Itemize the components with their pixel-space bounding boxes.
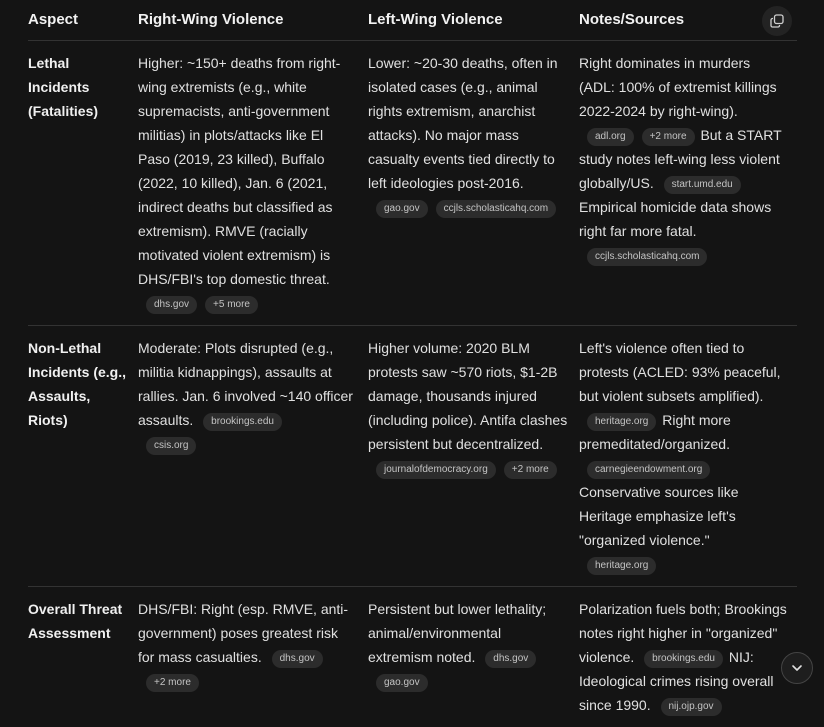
notes-text: But a START study notes left-wing less violent globally/US. (579, 127, 781, 191)
source-chip[interactable]: ccjls.scholasticahq.com (587, 248, 707, 266)
header-left-wing: Left-Wing Violence (368, 0, 579, 41)
right-wing-cell (138, 587, 368, 727)
notes-text: Right more premeditated/organized. (579, 412, 731, 452)
source-chip[interactable]: gao.gov (376, 200, 428, 218)
notes-cell (579, 41, 797, 326)
cell-text: Moderate: Plots disrupted (e.g., militia kidnappings), assaults at rallies. Jan. 6 involved ~140 officer assaults. (138, 340, 353, 428)
copy-icon (770, 14, 784, 28)
cell-text: Persistent but lower lethality; animal/environmental extremism noted. (368, 601, 546, 665)
chevron-down-icon (790, 661, 804, 675)
row-aspect-cell: Lethal Incidents (Fatalities) (28, 41, 138, 326)
source-chip[interactable]: dhs.gov (485, 650, 536, 668)
table-row (28, 326, 797, 587)
notes-text: Empirical homicide data shows right far more fatal. (579, 199, 771, 239)
more-sources-chip[interactable]: +2 more (642, 128, 695, 146)
comparison-table (28, 0, 797, 727)
source-chip[interactable]: start.umd.edu (664, 176, 741, 194)
right-wing-cell (138, 41, 368, 326)
notes-cell (579, 326, 797, 587)
notes-text: Left's violence often tied to protests (ACLED: 93% peaceful, but violent subsets amplified). (579, 340, 781, 404)
table-row (28, 587, 797, 727)
source-chip[interactable]: adl.org (587, 128, 634, 146)
source-chip[interactable]: nij.ojp.gov (661, 698, 722, 716)
comparison-table-container (28, 0, 797, 727)
table-header-row (28, 0, 797, 41)
source-chip[interactable]: journalofdemocracy.org (376, 461, 496, 479)
source-chip[interactable]: dhs.gov (146, 296, 197, 314)
source-chip[interactable]: brookings.edu (203, 413, 282, 431)
more-sources-chip[interactable]: +2 more (146, 674, 199, 692)
notes-cell (579, 587, 797, 727)
cell-text: Lower: ~20-30 deaths, often in isolated cases (e.g., animal rights extremism, anarchist attacks). No major mass casualty events tied directly to left ideologies post-2016. (368, 55, 558, 191)
source-chip[interactable]: heritage.org (587, 557, 656, 575)
header-right-wing: Right-Wing Violence (138, 0, 368, 41)
source-chip[interactable]: carnegieendowment.org (587, 461, 710, 479)
cell-text: DHS/FBI: Right (esp. RMVE, anti-government) poses greatest risk for mass casualties. (138, 601, 348, 665)
row-aspect-cell: Overall Threat Assessment (28, 587, 138, 727)
source-chip[interactable]: dhs.gov (272, 650, 323, 668)
source-chip[interactable]: csis.org (146, 437, 196, 455)
more-sources-chip[interactable]: +2 more (504, 461, 557, 479)
notes-text: Polarization fuels both; Brookings notes right higher in "organized" violence. (579, 601, 787, 665)
header-aspect: Aspect (28, 0, 138, 41)
cell-text: Higher volume: 2020 BLM protests saw ~570 riots, $1-2B damage, thousands injured (including police). Antifa clashes persistent but decentralized. (368, 340, 567, 452)
left-wing-cell (368, 587, 579, 727)
source-chip[interactable]: ccjls.scholasticahq.com (436, 200, 556, 218)
more-sources-chip[interactable]: +5 more (205, 296, 258, 314)
source-chip[interactable]: gao.gov (376, 674, 428, 692)
right-wing-cell (138, 326, 368, 587)
copy-table-button[interactable] (762, 6, 792, 36)
table-row (28, 41, 797, 326)
left-wing-cell (368, 41, 579, 326)
left-wing-cell (368, 326, 579, 587)
scroll-down-button[interactable] (781, 652, 813, 684)
notes-text: Conservative sources like Heritage emphasize left's "organized violence." (579, 484, 739, 548)
notes-text: NIJ: Ideological crimes rising overall since 1990. (579, 649, 774, 713)
header-notes: Notes/Sources (579, 0, 797, 41)
source-chip[interactable]: heritage.org (587, 413, 656, 431)
cell-text: Higher: ~150+ deaths from right-wing extremists (e.g., white supremacists, anti-government militias) in plots/attacks like El Paso (2019, 23 killed), Buffalo (2022, 10 killed), Jan. 6 (2021, indirect deaths but classified as extremism). RMVE (racially motivated violent extremism) is DHS/FBI's top domestic threat. (138, 55, 340, 287)
notes-text: Right dominates in murders (ADL: 100% of extremist killings 2022-2024 by right-wing). (579, 55, 777, 119)
row-aspect-cell: Non-Lethal Incidents (e.g., Assaults, Riots) (28, 326, 138, 587)
source-chip[interactable]: brookings.edu (644, 650, 723, 668)
